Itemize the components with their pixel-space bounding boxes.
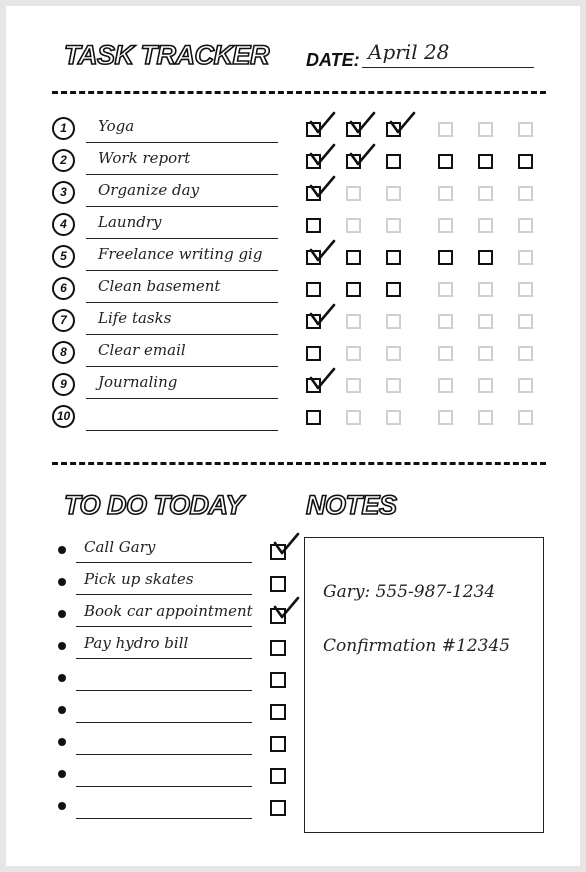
date-label: DATE: [306, 50, 360, 70]
task-checkbox[interactable] [518, 186, 533, 201]
task-number: 10 [52, 405, 75, 428]
task-checkbox[interactable] [346, 346, 361, 361]
task-number: 4 [52, 213, 75, 236]
todo-checkbox[interactable] [270, 768, 286, 784]
task-label[interactable]: Journaling [98, 373, 178, 391]
task-checkbox[interactable] [386, 250, 401, 265]
note-line: Gary: 555-987-1234 [323, 582, 496, 602]
task-number: 3 [52, 181, 75, 204]
task-checkbox[interactable] [518, 250, 533, 265]
task-checkbox[interactable] [518, 346, 533, 361]
todo-label[interactable]: Call Gary [84, 538, 156, 556]
task-number: 7 [52, 309, 75, 332]
todo-line [76, 690, 252, 691]
todo-line [76, 818, 252, 819]
task-line [86, 142, 278, 143]
task-checkbox[interactable] [518, 378, 533, 393]
task-line [86, 174, 278, 175]
task-number: 2 [52, 149, 75, 172]
todo-label[interactable]: Pick up skates [84, 570, 194, 588]
task-checkbox[interactable] [478, 346, 493, 361]
task-checkbox[interactable] [518, 122, 533, 137]
todo-checkbox[interactable] [270, 736, 286, 752]
task-checkbox[interactable] [306, 282, 321, 297]
task-checkbox[interactable] [386, 346, 401, 361]
checkmark-icon [348, 111, 376, 137]
checkmark-icon [348, 143, 376, 169]
task-checkbox[interactable] [386, 218, 401, 233]
task-checkbox[interactable] [438, 314, 453, 329]
todo-line [76, 658, 252, 659]
checkmark-icon [308, 239, 336, 265]
todo-checkbox[interactable] [270, 800, 286, 816]
bullet-icon [58, 578, 66, 586]
checkmark-icon [272, 596, 300, 622]
task-label[interactable]: Yoga [98, 117, 135, 135]
notes-title: NOTES [306, 490, 397, 520]
todo-line [76, 562, 252, 563]
task-checkbox[interactable] [306, 410, 321, 425]
tracker-title: TASK TRACKER [64, 40, 269, 70]
task-line [86, 238, 278, 239]
section-divider-top [52, 91, 546, 94]
date-line [362, 67, 534, 68]
task-checkbox[interactable] [346, 378, 361, 393]
task-checkbox[interactable] [306, 346, 321, 361]
task-number: 5 [52, 245, 75, 268]
todo-checkbox[interactable] [270, 704, 286, 720]
task-line [86, 302, 278, 303]
checkmark-icon [308, 367, 336, 393]
task-checkbox[interactable] [346, 314, 361, 329]
task-number: 1 [52, 117, 75, 140]
task-checkbox[interactable] [518, 218, 533, 233]
todo-checkbox[interactable] [270, 672, 286, 688]
task-label[interactable]: Work report [98, 149, 191, 167]
task-checkbox[interactable] [478, 314, 493, 329]
task-checkbox[interactable] [518, 410, 533, 425]
task-checkbox[interactable] [346, 410, 361, 425]
task-checkbox[interactable] [346, 186, 361, 201]
bullet-icon [58, 546, 66, 554]
task-line [86, 206, 278, 207]
task-checkbox[interactable] [478, 186, 493, 201]
task-checkbox[interactable] [478, 218, 493, 233]
todo-checkbox[interactable] [270, 640, 286, 656]
task-checkbox[interactable] [386, 410, 401, 425]
task-checkbox[interactable] [346, 250, 361, 265]
task-number: 6 [52, 277, 75, 300]
task-label[interactable]: Laundry [98, 213, 162, 231]
task-checkbox[interactable] [438, 378, 453, 393]
note-line: Confirmation #12345 [323, 636, 511, 656]
task-checkbox[interactable] [306, 218, 321, 233]
task-checkbox[interactable] [518, 314, 533, 329]
task-checkbox[interactable] [478, 250, 493, 265]
bullet-icon [58, 610, 66, 618]
bullet-icon [58, 674, 66, 682]
task-checkbox[interactable] [346, 282, 361, 297]
task-line [86, 398, 278, 399]
task-checkbox[interactable] [478, 122, 493, 137]
task-checkbox[interactable] [518, 282, 533, 297]
task-checkbox[interactable] [478, 154, 493, 169]
bullet-icon [58, 706, 66, 714]
bullet-icon [58, 738, 66, 746]
task-checkbox[interactable] [518, 154, 533, 169]
task-checkbox[interactable] [478, 282, 493, 297]
section-divider-bottom [52, 462, 546, 465]
notes-box[interactable] [304, 537, 544, 833]
task-line [86, 366, 278, 367]
todo-label[interactable]: Pay hydro bill [84, 634, 189, 652]
task-number: 9 [52, 373, 75, 396]
checkmark-icon [308, 303, 336, 329]
task-label[interactable]: Life tasks [98, 309, 172, 327]
task-checkbox[interactable] [386, 154, 401, 169]
task-checkbox[interactable] [438, 346, 453, 361]
task-checkbox[interactable] [438, 122, 453, 137]
bullet-icon [58, 802, 66, 810]
task-checkbox[interactable] [438, 218, 453, 233]
task-number: 8 [52, 341, 75, 364]
task-line [86, 270, 278, 271]
task-checkbox[interactable] [438, 154, 453, 169]
task-checkbox[interactable] [438, 282, 453, 297]
task-checkbox[interactable] [386, 378, 401, 393]
todo-line [76, 594, 252, 595]
checkmark-icon [308, 111, 336, 137]
todo-line [76, 722, 252, 723]
task-line [86, 430, 278, 431]
todo-label[interactable]: Book car appointment [84, 602, 253, 620]
planner-page [6, 6, 580, 866]
todo-title: TO DO TODAY [64, 490, 244, 520]
task-checkbox[interactable] [438, 186, 453, 201]
task-checkbox[interactable] [478, 410, 493, 425]
task-label[interactable]: Clean basement [98, 277, 221, 295]
todo-checkbox[interactable] [270, 576, 286, 592]
task-checkbox[interactable] [346, 218, 361, 233]
checkmark-icon [308, 175, 336, 201]
checkmark-icon [272, 532, 300, 558]
bullet-icon [58, 642, 66, 650]
bullet-icon [58, 770, 66, 778]
checkmark-icon [308, 143, 336, 169]
todo-line [76, 626, 252, 627]
task-label[interactable]: Clear email [98, 341, 186, 359]
task-label[interactable]: Freelance writing gig [98, 245, 263, 263]
todo-line [76, 754, 252, 755]
task-checkbox[interactable] [438, 250, 453, 265]
task-checkbox[interactable] [386, 186, 401, 201]
task-checkbox[interactable] [438, 410, 453, 425]
task-label[interactable]: Organize day [98, 181, 200, 199]
task-checkbox[interactable] [386, 314, 401, 329]
task-line [86, 334, 278, 335]
date-value[interactable]: April 28 [368, 40, 450, 64]
checkmark-icon [388, 111, 416, 137]
task-checkbox[interactable] [478, 378, 493, 393]
task-checkbox[interactable] [386, 282, 401, 297]
todo-line [76, 786, 252, 787]
